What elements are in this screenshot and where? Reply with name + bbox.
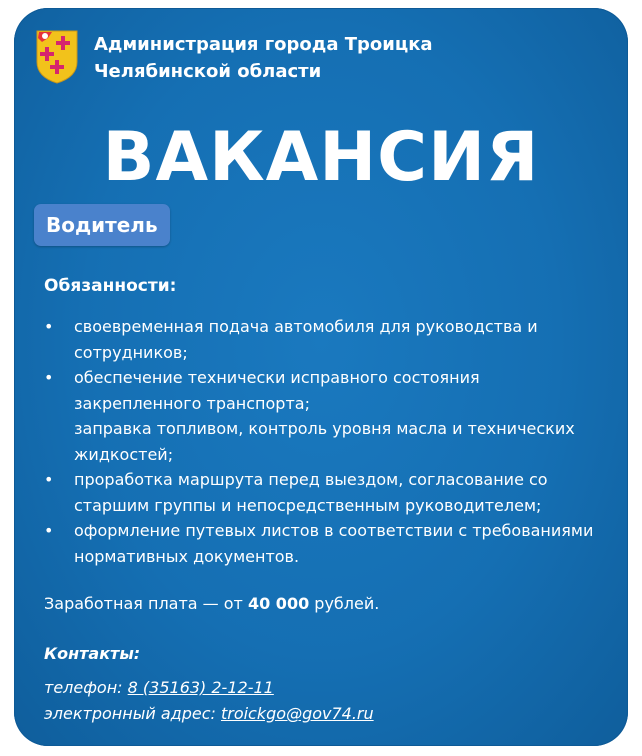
duty-text: проработка маршрута перед выездом, согласование со старшим группы и непосредственным руководителем; bbox=[74, 470, 548, 515]
email-line bbox=[44, 704, 374, 723]
position-badge: Водитель bbox=[34, 204, 170, 246]
salary-amount: 40 000 bbox=[247, 594, 310, 613]
list-item bbox=[44, 518, 612, 569]
organization-line-2: Челябинской области bbox=[94, 61, 322, 82]
email-label: электронный адрес: bbox=[44, 704, 221, 723]
phone-label: телефон: bbox=[44, 678, 128, 697]
bullet-icon: • bbox=[44, 521, 54, 540]
duty-text: обеспечение технически исправного состояния закрепленного транспорта; bbox=[74, 368, 480, 413]
duties-list bbox=[44, 314, 612, 569]
duties-heading: Обязанности: bbox=[44, 276, 177, 296]
bullet-icon: • bbox=[44, 470, 54, 489]
salary-prefix: Заработная плата — от bbox=[44, 594, 248, 613]
duty-extra-text: заправка топливом, контроль уровня масла и технических жидкостей; bbox=[74, 419, 575, 464]
duty-text: своевременная подача автомобиля для руководства и сотрудников; bbox=[74, 317, 538, 362]
bullet-icon: • bbox=[44, 368, 54, 387]
contacts-heading: Контакты: bbox=[44, 644, 141, 663]
bullet-icon: • bbox=[44, 317, 54, 336]
vacancy-title: ВАКАНСИЯ bbox=[102, 118, 540, 197]
list-item bbox=[44, 467, 612, 518]
duty-text: оформление путевых листов в соответствии с требованиями нормативных документов. bbox=[74, 521, 594, 566]
troitsk-coat-of-arms-icon bbox=[34, 28, 80, 84]
salary-text bbox=[44, 594, 379, 613]
email-link[interactable]: troickgo@gov74.ru bbox=[220, 704, 374, 723]
header bbox=[34, 28, 433, 85]
phone-link[interactable]: 8 (35163) 2-12-11 bbox=[127, 678, 274, 697]
phone-line bbox=[44, 678, 274, 697]
salary-suffix: рублей. bbox=[309, 594, 380, 613]
list-item bbox=[44, 365, 612, 467]
list-item bbox=[44, 314, 612, 365]
organization-name bbox=[94, 31, 433, 85]
organization-line-1: Администрация города Троицка bbox=[94, 34, 433, 55]
vacancy-card bbox=[14, 8, 628, 746]
